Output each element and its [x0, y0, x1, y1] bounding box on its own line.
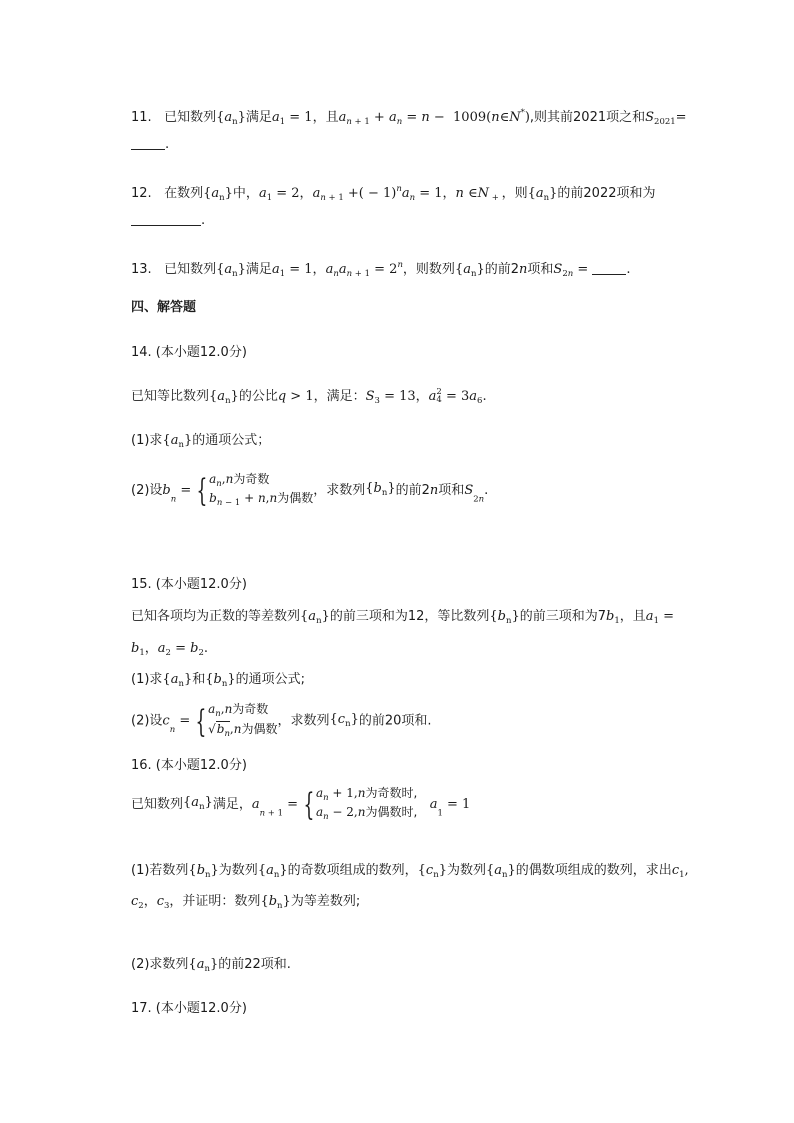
piecewise-brace-icon: {: [195, 703, 207, 740]
q14-piecewise: $a_n,n$为奇数 $b_n$ $_{- 1}$ + n,n为偶数: [209, 472, 314, 508]
piecewise-brace-icon: {: [303, 787, 315, 823]
q16-part1-line2: $c_2$，$c_3$，并证明：数列$\{b_n\}$为等差数列;: [131, 894, 361, 911]
piecewise-brace-icon: {: [196, 473, 208, 509]
q15-header: 15. (本小题12.0分): [131, 577, 247, 592]
q14-part2: (2)设$b_n$ = { $a_n,n$为奇数 $b_n$ $_{- 1}$ + n,n为偶数 ，求数列$\{b_n\}$的前2n项和$S_{2n}$.: [131, 472, 489, 509]
q15-piecewise: $a_n,n$为奇数 $√b_n,n$为偶数: [208, 702, 278, 739]
q16-stem: 已知数列$\{a_n\}$满足，$a_n$ $_{+ 1}$ = { $a_n + 1,n$为奇数时, $a_n - 2,n$为偶数时, $a_1 = 1$: [131, 786, 471, 823]
q16-header: 16. (本小题12.0分): [131, 758, 247, 773]
q11-line1: 11. 已知数列$\{a_n\}$满足$a_1 = 1$，且$a_n$ $_{+ 1} + a_n = n$ − 1009(n∈N*),则其前2021项之和$S_{2021}=$: [131, 108, 687, 127]
q15-stem-line2: $b_1$，$a_2 = b_2$.: [131, 641, 209, 658]
q15-part2: (2)设$c_n$ = { $a_n,n$为奇数 $√b_n,n$为偶数 ，求数列$\{c_n\}$的前20项和.: [131, 702, 432, 740]
q12-line2: .: [131, 212, 205, 230]
section-heading: 四、解答题: [131, 300, 197, 315]
q11-number: 11.: [131, 110, 152, 125]
q12-answer-blank[interactable]: [131, 213, 201, 226]
q17-header: 17. (本小题12.0分): [131, 1001, 247, 1016]
q16-piecewise: $a_n + 1,n$为奇数时, $a_n - 2,n$为偶数时,: [315, 786, 418, 822]
q11-answer-blank[interactable]: [131, 137, 165, 150]
q12-number: 12.: [131, 186, 152, 201]
q16-part1-line1: (1)若数列$\{b_n\}$为数列$\{a_n\}$的奇数项组成的数列，$\{c_n\}$为数列$\{a_n\}$的偶数项组成的数列，求出$c_1$,: [131, 863, 689, 880]
q16-part2: (2)求数列$\{a_n\}$的前22项和.: [131, 957, 291, 974]
q14-stem: 已知等比数列$\{a_n\}$的公比q > 1，满足：$S_3 = 13$，a 2 4 = $3a_6$.: [131, 387, 487, 406]
q15-part1: (1)求$\{a_n\}$和$\{b_n\}$的通项公式;: [131, 672, 306, 689]
q13-number: 13.: [131, 262, 152, 277]
q11-line2: .: [131, 136, 169, 154]
q13-line1: 13. 已知数列$\{a_n\}$满足$a_1 = 1$，$a_na_n$ $_{+ 1} = 2^n$，则数列$\{a_n\}$的前2n项和$S_{2n}$ = .: [131, 260, 631, 279]
q15-stem-line1: 已知各项均为正数的等差数列$\{a_n\}$的前三项和为12，等比数列$\{b_n\}$的前三项和为$7b_1$，且$a_1$ =: [131, 609, 675, 626]
q12-line1: 12. 在数列$\{a_n\}$中，$a_1 = 2$，$a_n$ $_{+ 1}$ +( − $1)^na_n = 1$，n ∈N $_+$ ，则$\{a_n\}$的前2022项和为: [131, 184, 656, 203]
q14-header: 14. (本小题12.0分): [131, 345, 247, 360]
q14-part1: (1)求$\{a_n\}$的通项公式；: [131, 433, 271, 450]
q13-answer-blank[interactable]: [592, 262, 626, 275]
